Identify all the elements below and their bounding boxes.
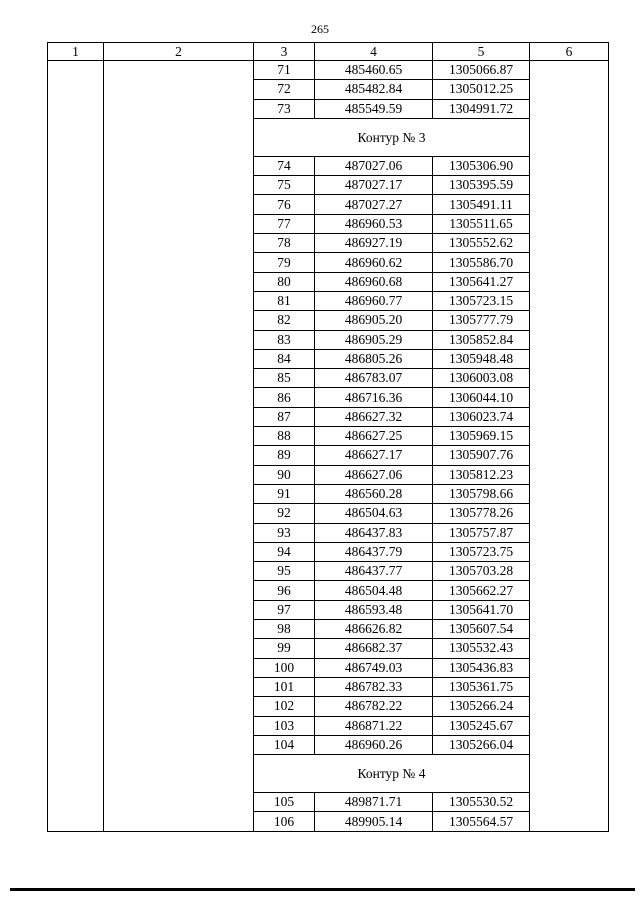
coordinate-x: 486783.07 [315, 369, 433, 388]
point-number: 100 [254, 658, 315, 677]
coordinate-y: 1305723.15 [433, 291, 530, 310]
coordinate-x: 486504.48 [315, 581, 433, 600]
point-number: 81 [254, 291, 315, 310]
column-header-6: 6 [530, 43, 609, 61]
coordinate-x: 487027.06 [315, 156, 433, 175]
point-number: 72 [254, 80, 315, 99]
coordinate-x: 486960.62 [315, 253, 433, 272]
coordinate-y: 1305012.25 [433, 80, 530, 99]
table-row [48, 61, 609, 80]
point-number: 106 [254, 812, 315, 831]
coordinate-x: 487027.17 [315, 176, 433, 195]
coordinate-x: 486960.68 [315, 272, 433, 291]
point-number: 103 [254, 716, 315, 735]
coordinate-y: 1305852.84 [433, 330, 530, 349]
coordinate-y: 1306023.74 [433, 407, 530, 426]
coordinate-x: 486627.25 [315, 427, 433, 446]
table-header-row [48, 43, 609, 61]
point-number: 74 [254, 156, 315, 175]
column-header-3: 3 [254, 43, 315, 61]
point-number: 95 [254, 562, 315, 581]
coordinate-y: 1305361.75 [433, 677, 530, 696]
point-number: 99 [254, 639, 315, 658]
coordinate-x: 486627.06 [315, 465, 433, 484]
point-number: 102 [254, 697, 315, 716]
coordinate-y: 1305491.11 [433, 195, 530, 214]
point-number: 97 [254, 600, 315, 619]
column-header-4: 4 [315, 43, 433, 61]
coordinate-y: 1305777.79 [433, 311, 530, 330]
coordinate-x: 489905.14 [315, 812, 433, 831]
coordinate-y: 1304991.72 [433, 99, 530, 118]
coordinate-x: 485460.65 [315, 61, 433, 80]
coordinate-x: 486627.17 [315, 446, 433, 465]
coordinate-x: 486437.77 [315, 562, 433, 581]
coordinate-y: 1305641.27 [433, 272, 530, 291]
point-number: 78 [254, 234, 315, 253]
coordinate-x: 486504.63 [315, 504, 433, 523]
column-header-2: 2 [104, 43, 254, 61]
point-number: 80 [254, 272, 315, 291]
point-number: 105 [254, 793, 315, 812]
coordinate-x: 486782.33 [315, 677, 433, 696]
point-number: 90 [254, 465, 315, 484]
coordinate-y: 1305066.87 [433, 61, 530, 80]
coordinate-x: 486805.26 [315, 349, 433, 368]
coordinate-y: 1305662.27 [433, 581, 530, 600]
coordinate-x: 486437.79 [315, 542, 433, 561]
coordinate-y: 1305552.62 [433, 234, 530, 253]
coordinate-x: 486437.83 [315, 523, 433, 542]
coordinate-y: 1305266.24 [433, 697, 530, 716]
coordinate-y: 1305948.48 [433, 349, 530, 368]
coordinate-y: 1305641.70 [433, 600, 530, 619]
coordinate-y: 1306044.10 [433, 388, 530, 407]
coordinate-x: 486716.36 [315, 388, 433, 407]
point-number: 84 [254, 349, 315, 368]
coordinate-y: 1305778.26 [433, 504, 530, 523]
point-number: 71 [254, 61, 315, 80]
point-number: 77 [254, 214, 315, 233]
column-header-1: 1 [48, 43, 104, 61]
coordinate-x: 485482.84 [315, 80, 433, 99]
point-number: 91 [254, 484, 315, 503]
coordinates-table [47, 42, 609, 832]
page-number: 265 [311, 22, 329, 36]
point-number: 83 [254, 330, 315, 349]
point-number: 79 [254, 253, 315, 272]
coordinate-y: 1305703.28 [433, 562, 530, 581]
coordinate-y: 1305245.67 [433, 716, 530, 735]
coordinate-y: 1305564.57 [433, 812, 530, 831]
coordinate-x: 486593.48 [315, 600, 433, 619]
column-1-cell [48, 61, 104, 832]
coordinate-y: 1305757.87 [433, 523, 530, 542]
coordinate-x: 486871.22 [315, 716, 433, 735]
coordinate-y: 1305812.23 [433, 465, 530, 484]
coordinate-y: 1305530.52 [433, 793, 530, 812]
point-number: 75 [254, 176, 315, 195]
coordinate-y: 1306003.08 [433, 369, 530, 388]
point-number: 73 [254, 99, 315, 118]
coordinate-x: 489871.71 [315, 793, 433, 812]
point-number: 86 [254, 388, 315, 407]
coordinate-y: 1305532.43 [433, 639, 530, 658]
coordinate-x: 486927.19 [315, 234, 433, 253]
coordinate-x: 486682.37 [315, 639, 433, 658]
coordinate-y: 1305907.76 [433, 446, 530, 465]
coordinate-y: 1305798.66 [433, 484, 530, 503]
point-number: 104 [254, 735, 315, 754]
coordinate-y: 1305607.54 [433, 620, 530, 639]
coordinate-x: 486749.03 [315, 658, 433, 677]
point-number: 88 [254, 427, 315, 446]
coordinate-y: 1305969.15 [433, 427, 530, 446]
point-number: 89 [254, 446, 315, 465]
coordinate-x: 486960.53 [315, 214, 433, 233]
coordinate-x: 486627.32 [315, 407, 433, 426]
coordinate-x: 486960.77 [315, 291, 433, 310]
coordinate-y: 1305436.83 [433, 658, 530, 677]
point-number: 85 [254, 369, 315, 388]
coordinate-x: 486782.22 [315, 697, 433, 716]
coordinate-x: 487027.27 [315, 195, 433, 214]
coordinate-y: 1305723.75 [433, 542, 530, 561]
coordinate-y: 1305586.70 [433, 253, 530, 272]
coordinate-y: 1305306.90 [433, 156, 530, 175]
contour-title: Контур № 4 [254, 755, 530, 793]
coordinate-x: 485549.59 [315, 99, 433, 118]
coordinate-y: 1305511.65 [433, 214, 530, 233]
column-6-cell [530, 61, 609, 832]
point-number: 94 [254, 542, 315, 561]
point-number: 93 [254, 523, 315, 542]
point-number: 96 [254, 581, 315, 600]
contour-title: Контур № 3 [254, 118, 530, 156]
bottom-rule [10, 888, 635, 891]
coordinate-x: 486560.28 [315, 484, 433, 503]
coordinate-x: 486960.26 [315, 735, 433, 754]
coordinate-x: 486905.29 [315, 330, 433, 349]
coordinate-y: 1305266.04 [433, 735, 530, 754]
coordinate-x: 486626.82 [315, 620, 433, 639]
point-number: 92 [254, 504, 315, 523]
column-2-cell [104, 61, 254, 832]
point-number: 87 [254, 407, 315, 426]
column-header-5: 5 [433, 43, 530, 61]
point-number: 98 [254, 620, 315, 639]
coordinate-x: 486905.20 [315, 311, 433, 330]
point-number: 76 [254, 195, 315, 214]
point-number: 82 [254, 311, 315, 330]
coordinate-y: 1305395.59 [433, 176, 530, 195]
point-number: 101 [254, 677, 315, 696]
